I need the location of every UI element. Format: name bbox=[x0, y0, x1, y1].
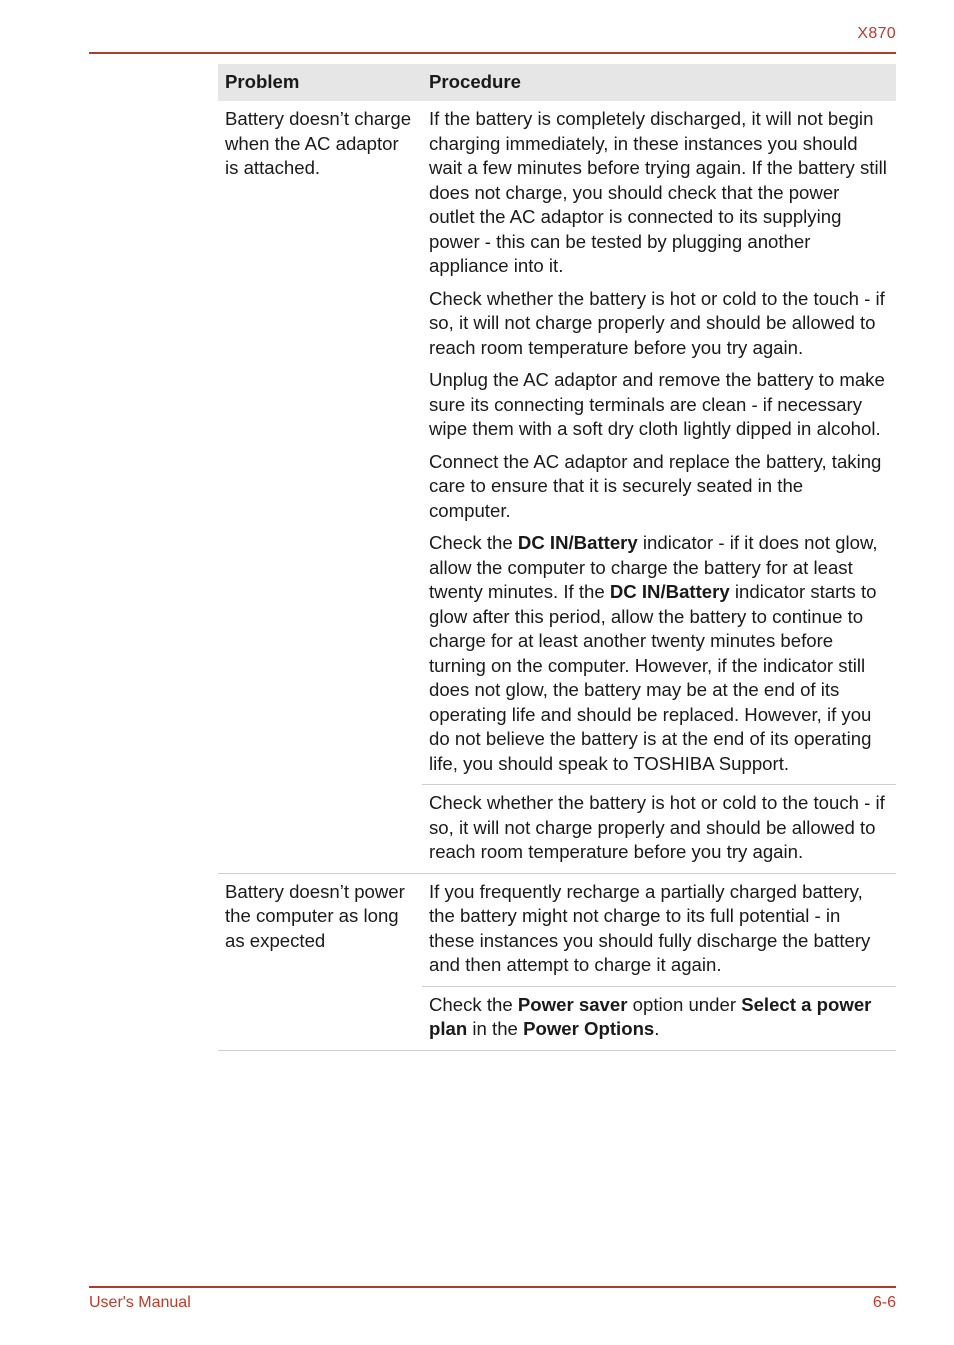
procedure-cell bbox=[422, 986, 896, 1050]
column-header-problem: Problem bbox=[218, 64, 422, 101]
table-header-row bbox=[218, 64, 896, 101]
option-name: Power saver bbox=[517, 993, 628, 1015]
indicator-name: DC IN/Battery bbox=[609, 581, 730, 602]
column-header-procedure: Procedure bbox=[422, 64, 896, 101]
procedure-cell bbox=[422, 873, 896, 986]
control-panel-name: Power Options bbox=[523, 1018, 655, 1039]
table-row bbox=[218, 873, 896, 986]
procedure-paragraph: Check whether the battery is hot or cold to the touch - if so, it will not charge properly and should be allowed to reach room temperature before you try again. bbox=[429, 792, 885, 862]
procedure-cell bbox=[422, 785, 896, 874]
header-rule bbox=[89, 52, 896, 54]
procedure-paragraph: Check whether the battery is hot or cold to the touch - if so, it will not charge properly and should be allowed to reach room temperature before you try again. bbox=[429, 287, 885, 358]
procedure-paragraph: If you frequently recharge a partially charged battery, the battery might not charge to its full potential - in these instances you should fully discharge the battery and then attempt to charge it again. bbox=[429, 880, 871, 975]
indicator-name: DC IN/Battery bbox=[517, 532, 638, 553]
problem-cell: Battery doesn’t charge when the AC adaptor is attached. bbox=[218, 101, 422, 873]
page-number: 6-6 bbox=[872, 1294, 896, 1311]
problem-cell: Battery doesn’t power the computer as long as expected bbox=[218, 873, 422, 1050]
procedure-cell bbox=[422, 101, 896, 785]
procedure-paragraph: If the battery is completely discharged, it will not begin charging immediately, in these instances you should wait a few minutes before trying again. If the battery still does not charge, you should check that the power outlet the AC adaptor is connected to its supplying power - this can be tested by plugging another appliance into it. bbox=[429, 108, 887, 276]
procedure-paragraph: Unplug the AC adaptor and remove the battery to make sure its connecting terminals are clean - if necessary wipe them with a soft dry cloth lightly dipped in alcohol. bbox=[429, 369, 885, 439]
table-row bbox=[218, 101, 896, 785]
procedure-paragraph: Check the DC IN/Battery indicator - if it does not glow, allow the computer to charge the battery for at least twenty minutes. If the DC IN/Battery indicator starts to glow after this period, allow the battery to continue to charge for at least another twenty minutes before turning on the computer. However, if the indicator still does not glow, the battery may be at the end of its operating life and should be replaced. However, if you do not believe the battery is at the end of its operating life, you should speak to TOSHIBA Support. bbox=[429, 532, 878, 774]
setting-name: Select a power plan bbox=[429, 993, 872, 1039]
footer-manual-label: User's Manual bbox=[89, 1294, 191, 1311]
footer-rule bbox=[89, 1286, 896, 1288]
procedure-paragraph: Check the Power saver option under Select a power plan in the Power Options. bbox=[429, 993, 872, 1039]
header-model-label: X870 bbox=[857, 25, 896, 42]
troubleshooting-table bbox=[218, 64, 896, 1051]
procedure-paragraph: Connect the AC adaptor and replace the battery, taking care to ensure that it is securely seated in the computer. bbox=[429, 450, 882, 521]
